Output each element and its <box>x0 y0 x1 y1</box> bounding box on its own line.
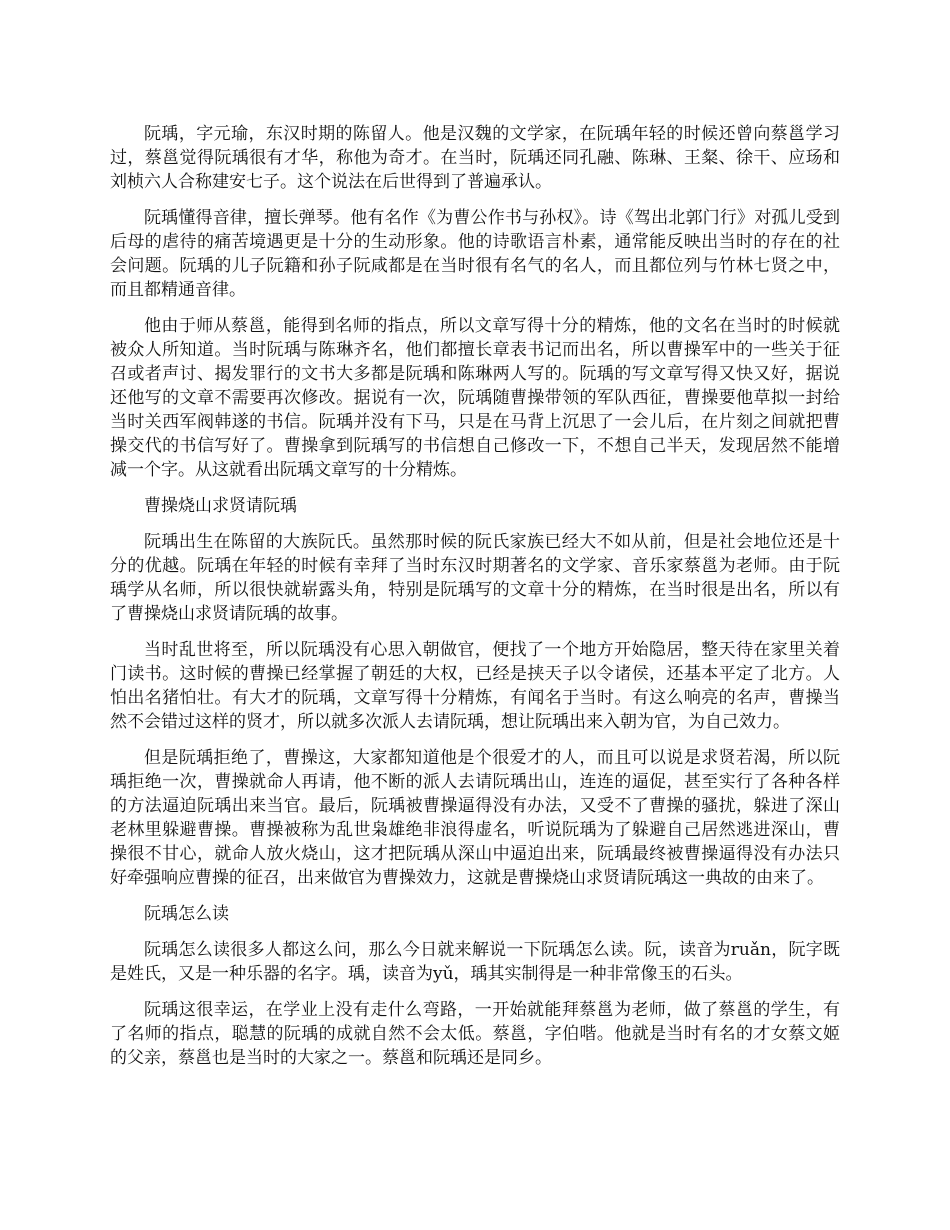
paragraph-seclusion: 当时乱世将至，所以阮瑀没有心思入朝做官，便找了一个地方开始隐居，整天待在家里关着门读书。这时候的曹操已经掌握了朝廷的大权，已经是挟天子以令诸侯，还基本平定了北方。人怕出名猪怕壮。有大才的阮瑀，文章写得十分精炼，有闻名于当时。有这么响亮的名声，曹操当然不会错过这样的贤才，所以就多次派人去请阮瑀，想让阮瑀出来入朝为官，为自己效力。 <box>110 640 840 732</box>
paragraph-writing: 他由于师从蔡邕，能得到名师的指点，所以文章写得十分的精炼，他的文名在当时的时候就被众人所知道。当时阮瑀与陈琳齐名，他们都擅长章表书记而出名，所以曹操军中的一些关于征召或者声讨、揭发罪行的文书大多都是阮瑀和陈琳两人写的。阮瑀的写文章写得又快又好，据说还他写的文章不需要再次修改。据说有一次，阮瑀随曹操带领的军队西征，曹操要他草拟一封给当时关西军阀韩遂的书信。阮瑀并没有下马，只是在马背上沉思了一会儿后，在片刻之间就把曹操交代的书信写好了。曹操拿到阮瑀写的书信想自己修改一下，不想自己半天，发现居然不能增减一个字。从这就看出阮瑀文章写的十分精炼。 <box>110 316 840 480</box>
paragraph-pronunciation: 阮瑀怎么读很多人都这么问，那么今日就来解说一下阮瑀怎么读。阮，读音为ruǎn，阮字既是姓氏，又是一种乐器的名字。瑀，读音为yǔ，瑀其实制得是一种非常像玉的石头。 <box>110 940 840 984</box>
paragraph-music: 阮瑀懂得音律，擅长弹琴。他有名作《为曹公作书与孙权》。诗《驾出北郭门行》对孤儿受到后母的虐待的痛苦境遇更是十分的生动形象。他的诗歌语言朴素，通常能反映出当时的存在的社会问题。阮瑀的儿子阮籍和孙子阮咸都是在当时很有名气的名人，而且都位列与竹林七贤之中，而且都精通音律。 <box>110 208 840 300</box>
paragraph-teacher: 阮瑀这很幸运，在学业上没有走什么弯路，一开始就能拜蔡邕为老师，做了蔡邕的学生，有了名师的指点，聪慧的阮瑀的成就自然不会太低。蔡邕，字伯喈。他就是当时有名的才女蔡文姬的父亲，蔡邕也是当时的大家之一。蔡邕和阮瑀还是同乡。 <box>110 1000 840 1068</box>
paragraph-refusal: 但是阮瑀拒绝了，曹操这，大家都知道他是个很爱才的人，而且可以说是求贤若渴，所以阮瑀拒绝一次，曹操就命人再请，他不断的派人去请阮瑀出山，连连的逼促，甚至实行了各种各样的方法逼迫阮瑀出来当官。最后，阮瑀被曹操逼得没有办法，又受不了曹操的骚扰，躲进了深山老林里躲避曹操。曹操被称为乱世枭雄绝非浪得虚名，听说阮瑀为了躲避自己居然逃进深山，曹操很不甘心，就命人放火烧山，这才把阮瑀从深山中逼迫出来，阮瑀最终被曹操逼得没有办法只好牵强响应曹操的征召，出来做官为曹操效力，这就是曹操烧山求贤请阮瑀这一典故的由来了。 <box>110 748 840 888</box>
paragraph-family: 阮瑀出生在陈留的大族阮氏。虽然那时候的阮氏家族已经大不如从前，但是社会地位还是十分的优越。阮瑀在年轻的时候有幸拜了当时东汉时期著名的文学家、音乐家蔡邕为老师。由于阮瑀学从名师，所以很快就崭露头角，特别是阮瑀写的文章十分的精炼，在当时很是出名，所以有了曹操烧山求贤请阮瑀的故事。 <box>110 532 840 624</box>
section-heading-pronunciation: 阮瑀怎么读 <box>144 904 229 924</box>
section-heading-burning-mountain: 曹操烧山求贤请阮瑀 <box>144 496 297 516</box>
document-body <box>110 122 840 1082</box>
paragraph-intro: 阮瑀，字元瑜，东汉时期的陈留人。他是汉魏的文学家，在阮瑀年轻的时候还曾向蔡邕学习过，蔡邕觉得阮瑀很有才华，称他为奇才。在当时，阮瑀还同孔融、陈琳、王粲、徐干、应玚和刘桢六人合称建安七子。这个说法在后世得到了普遍承认。 <box>110 124 840 192</box>
